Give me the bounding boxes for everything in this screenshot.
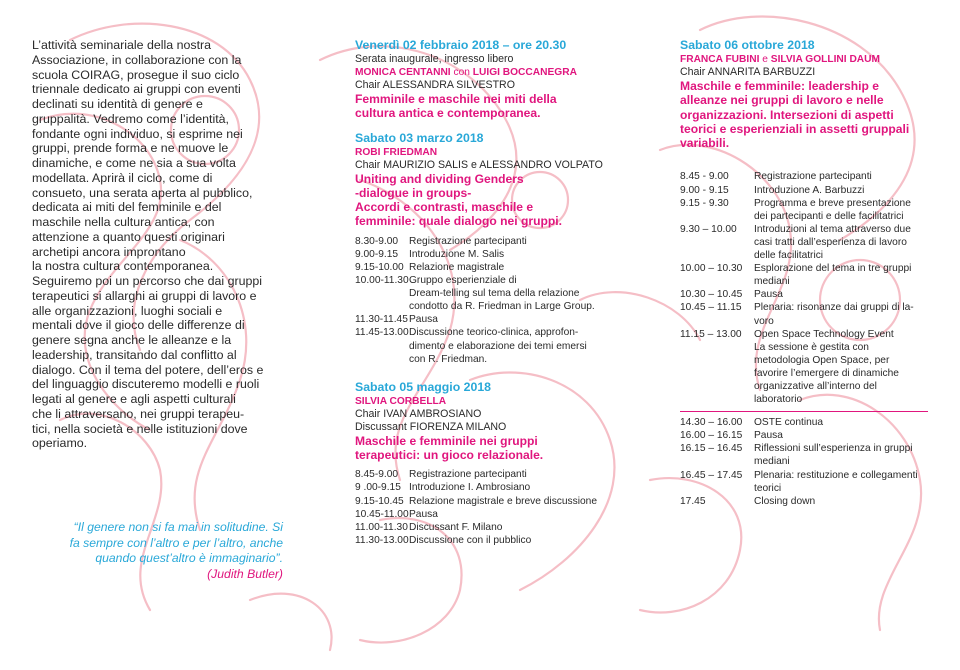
quote-text: “Il genere non si fa mai in solitudine. Si fa sempre con l’altro e per l’altro, anche quando quest’altro è immaginario”. <box>69 520 283 565</box>
program-row: 9 .00-9.15 Introduzione I. Ambrosiano <box>355 482 531 494</box>
session-chair: Chair MAURIZIO SALIS e ALESSANDRO VOLPATO <box>355 158 603 171</box>
session-october <box>680 38 932 508</box>
session-speakers <box>680 53 932 66</box>
program-row: 9.00 - 9.15 Introduzione A. Barbuzzi <box>680 184 865 196</box>
speaker-name: FRANCA FUBINI <box>680 54 760 65</box>
program-row: 14.30 – 16.00 OSTE continua <box>680 417 824 429</box>
session-chair: Chair ANNARITA BARBUZZI <box>680 66 816 78</box>
session-chair: Chair ALESSANDRA SILVESTRO <box>355 79 515 91</box>
session-title: Maschile e femminile: leadership e alleanze nei gruppi di lavoro e nelle organizzazioni. Intersezioni di aspetti teorici e esperienziali in assetti gruppali variabili. <box>680 79 910 151</box>
session-february <box>355 38 625 121</box>
session-title: Maschile e femminile nei gruppi terapeutici: un gioco relazionale. <box>355 433 544 463</box>
speaker-name: LUIGI BOCCANEGRA <box>472 67 577 78</box>
speaker-name: MONICA CENTANNI <box>355 67 451 78</box>
session-may <box>355 380 625 547</box>
session-march <box>355 131 625 366</box>
program-row: 9.15-10.45 Relazione magistrale e breve discussione <box>355 495 598 507</box>
session-title: Uniting and dividing Genders -dialogue in groups- Accordi e contrasti, maschile e femminile: quale dialogo nei gruppi. <box>355 171 562 229</box>
session-program-morning <box>680 170 932 406</box>
quote-author: (Judith Butler) <box>207 566 283 581</box>
program-row: 17.45 Closing down <box>680 495 816 507</box>
session-date: Sabato 05 maggio 2018 <box>355 379 492 394</box>
program-row: 16.15 – 16.45 Riflessioni sull’esperienza in gruppi mediani <box>680 443 913 468</box>
program-row: 10.00 – 10.30 Esplorazione del tema in tre gruppi mediani <box>680 263 912 288</box>
session-date: Venerdì 02 febbraio 2018 – ore 20.30 <box>355 38 567 52</box>
program-row: 9.15-10.00 Relazione magistrale <box>355 261 505 273</box>
program-row: 10.00-11.30 Gruppo esperienziale di Dream-telling sul tema della relazione condotto da R. Friedman in Large Group. <box>355 275 595 313</box>
session-date: Sabato 03 marzo 2018 <box>355 130 484 145</box>
session-program <box>355 468 625 547</box>
intro-column <box>32 38 292 451</box>
quote-block <box>58 520 283 582</box>
program-row: 11.45-13.00 Discussione teorico-clinica, approfon- dimento e elaborazione dei temi emersi con R. Friedman. <box>355 327 587 365</box>
speaker-name: SILVIA GOLLINI DAUM <box>770 54 881 65</box>
intro-text: L’attività seminariale della nostra Associazione, in collaborazione con la scuola COIRAG, prosegue il suo ciclo triennale dedicato ai gruppi con eventi declinati su identità di genere e gruppalità. Vedremo come l’identità, fondante ogni individuo, si esprime nei gruppi, prende forma e ne muove le dinamiche, e come ne sia a sua volta modellata. Aprirà il ciclo, come di consueto, una serata aperta al pubblico, dedicata ai miti del femminile e del maschile nella cultura antica, con attenzione a quanto questi originari archetipi ancora improntano la nostra cultura contemporanea. Seguiremo poi un percorso che dai gruppi terapeutici si allarghi ai gruppi di lavoro e alle organizzazioni, luoghi sociali e mentali dove il gioco delle differenze di genere segna anche le alleanze e la leadership, transitando dal conflitto al dialogo. Con il tema del potere, dell’eros e del linguaggio discuteremo modelli e ruoli legati al genere e agli aspetti culturali che li attraversano, nei gruppi terapeu- tici, nella società e nelle istituzioni dove operiamo. <box>32 38 264 451</box>
program-row: 11.15 – 13.00 Open Space Technology Event La sessione è gestita con metodologia Open Space, per favorire l’emergere di dinamiche organizzative all’interno del laboratorio <box>680 328 899 406</box>
session-discussant: Discussant FIORENZA MILANO <box>355 420 507 433</box>
program-row: 9.15 - 9.30 Programma e breve presentazione dei partecipanti e delle facilitatrici <box>680 197 911 222</box>
program-row: 8.30-9.00 Registrazione partecipanti <box>355 235 527 247</box>
program-row: 16.00 – 16.15 Pausa <box>680 430 783 442</box>
program-row: 10.45 – 11.15 Plenaria: risonanze dai gruppi di la- voro <box>680 302 914 327</box>
session-speakers <box>355 66 625 79</box>
session-title: Femminile e maschile nei miti della cultura antica e contemporanea. <box>355 92 557 121</box>
program-column-middle <box>355 38 625 556</box>
program-row: 8.45-9.00 Registrazione partecipanti <box>355 469 527 481</box>
speaker-conjunction: con <box>453 67 470 78</box>
program-row: 10.45-11.00 Pausa <box>355 508 438 520</box>
session-speaker: SILVIA CORBELLA <box>355 395 447 407</box>
session-program <box>355 235 625 366</box>
program-column-right <box>680 38 932 517</box>
speaker-conjunction: e <box>762 54 768 65</box>
program-row: 11.30-13.00 Discussione con il pubblico <box>355 534 532 546</box>
session-chair: Chair IVAN AMBROSIANO <box>355 407 482 420</box>
section-divider <box>680 411 928 412</box>
program-row: 11.00-11.30 Discussant F. Milano <box>355 521 503 533</box>
program-row: 16.45 – 17.45 Plenaria: restituzione e collegamenti teorici <box>680 469 918 494</box>
program-row: 8.45 - 9.00 Registrazione partecipanti <box>680 171 872 183</box>
session-subtitle: Serata inaugurale, ingresso libero <box>355 53 514 65</box>
program-row: 11.30-11.45 Pausa <box>355 314 438 326</box>
program-row: 9.30 – 10.00 Introduzioni al tema attraverso due casi tratti dall’esperienza di lavoro delle facilitatrici <box>680 223 911 262</box>
session-date: Sabato 06 ottobre 2018 <box>680 38 815 52</box>
session-program-afternoon <box>680 416 932 508</box>
session-speaker: ROBI FRIEDMAN <box>355 146 438 158</box>
program-row: 9.00-9.15 Introduzione M. Salis <box>355 248 505 260</box>
program-row: 10.30 – 10.45 Pausa <box>680 289 783 301</box>
